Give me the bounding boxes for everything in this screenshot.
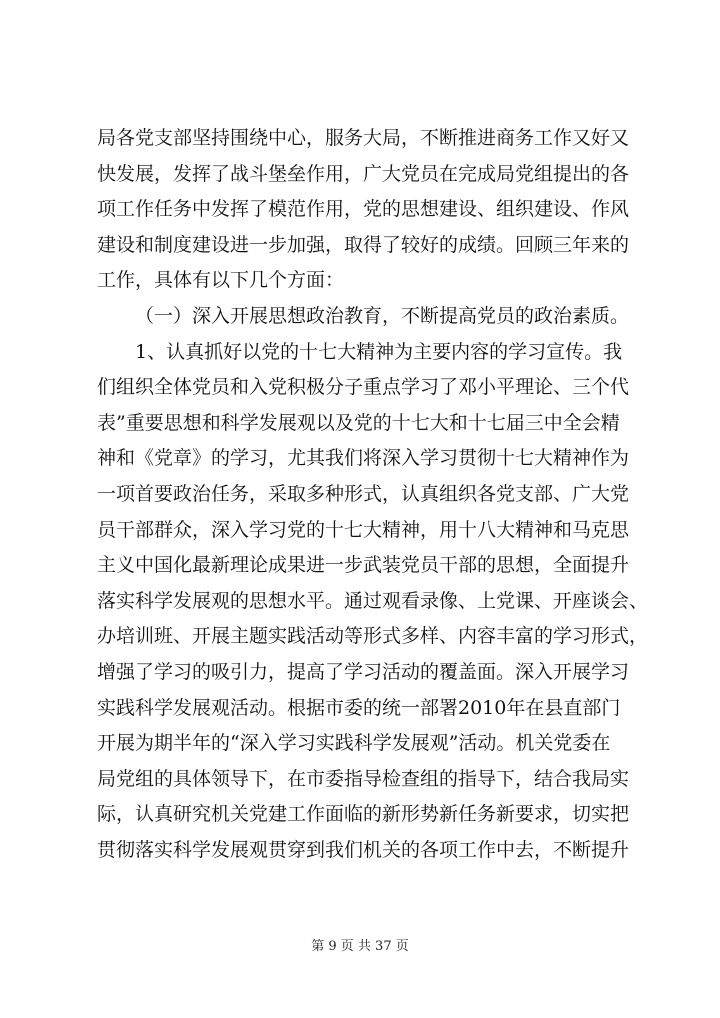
section-heading: （一）深入开展思想政治教育，不断提高党员的政治素质。 bbox=[135, 304, 630, 327]
text-line: 工作，具体有以下几个方面： bbox=[97, 269, 345, 292]
document-body bbox=[97, 121, 657, 868]
text-line: 快发展，发挥了战斗堡垒作用，广大党员在完成局党组提出的各 bbox=[97, 162, 630, 185]
text-line: 员干部群众，深入学习党的十七大精神，用十八大精神和马克思 bbox=[97, 518, 630, 541]
text-line: 主义中国化最新理论成果进一步武装党员干部的思想，全面提升 bbox=[97, 554, 630, 577]
text-line: 贯彻落实科学发展观贯穿到我们机关的各项工作中去，不断提升 bbox=[97, 838, 630, 861]
text-line: 办培训班、开展主题实践活动等形式多样、内容丰富的学习形式， bbox=[97, 625, 649, 648]
text-line: 们组织全体党员和入党积极分子重点学习了邓小平理论、三个代 bbox=[97, 376, 630, 399]
text-line: 实践科学发展观活动。根据市委的统一部署2010年在县直部门 bbox=[97, 696, 621, 719]
text-line: 开展为期半年的“深入学习实践科学发展观”活动。机关党委在 bbox=[97, 732, 611, 755]
text-line: 际，认真研究机关党建工作面临的新形势新任务新要求，切实把 bbox=[97, 803, 630, 826]
page-number: 第 9 页 共 37 页 bbox=[311, 939, 409, 954]
text-line: 落实科学发展观的思想水平。通过观看录像、上党课、开座谈会、 bbox=[97, 589, 649, 612]
text-line: 局各党支部坚持围绕中心，服务大局，不断推进商务工作又好又 bbox=[97, 127, 630, 149]
text-line: 表”重要思想和科学发展观以及党的十七大和十七届三中全会精 bbox=[97, 411, 620, 434]
text-line: 1、认真抓好以党的十七大精神为主要内容的学习宣传。我 bbox=[135, 340, 623, 363]
text-line: 局党组的具体领导下，在市委指导检查组的指导下，结合我局实 bbox=[97, 767, 630, 790]
text-line: 增强了学习的吸引力，提高了学习活动的覆盖面。深入开展学习 bbox=[97, 660, 630, 683]
text-line: 一项首要政治任务，采取多种形式，认真组织各党支部、广大党 bbox=[97, 482, 630, 505]
text-line: 建设和制度建设进一步加强，取得了较好的成绩。回顾三年来的 bbox=[97, 233, 630, 256]
text-line: 神和《党章》的学习，尤其我们将深入学习贯彻十七大精神作为 bbox=[97, 447, 630, 470]
text-line: 项工作任务中发挥了模范作用，党的思想建设、组织建设、作风 bbox=[97, 198, 630, 221]
page-footer bbox=[0, 935, 720, 954]
